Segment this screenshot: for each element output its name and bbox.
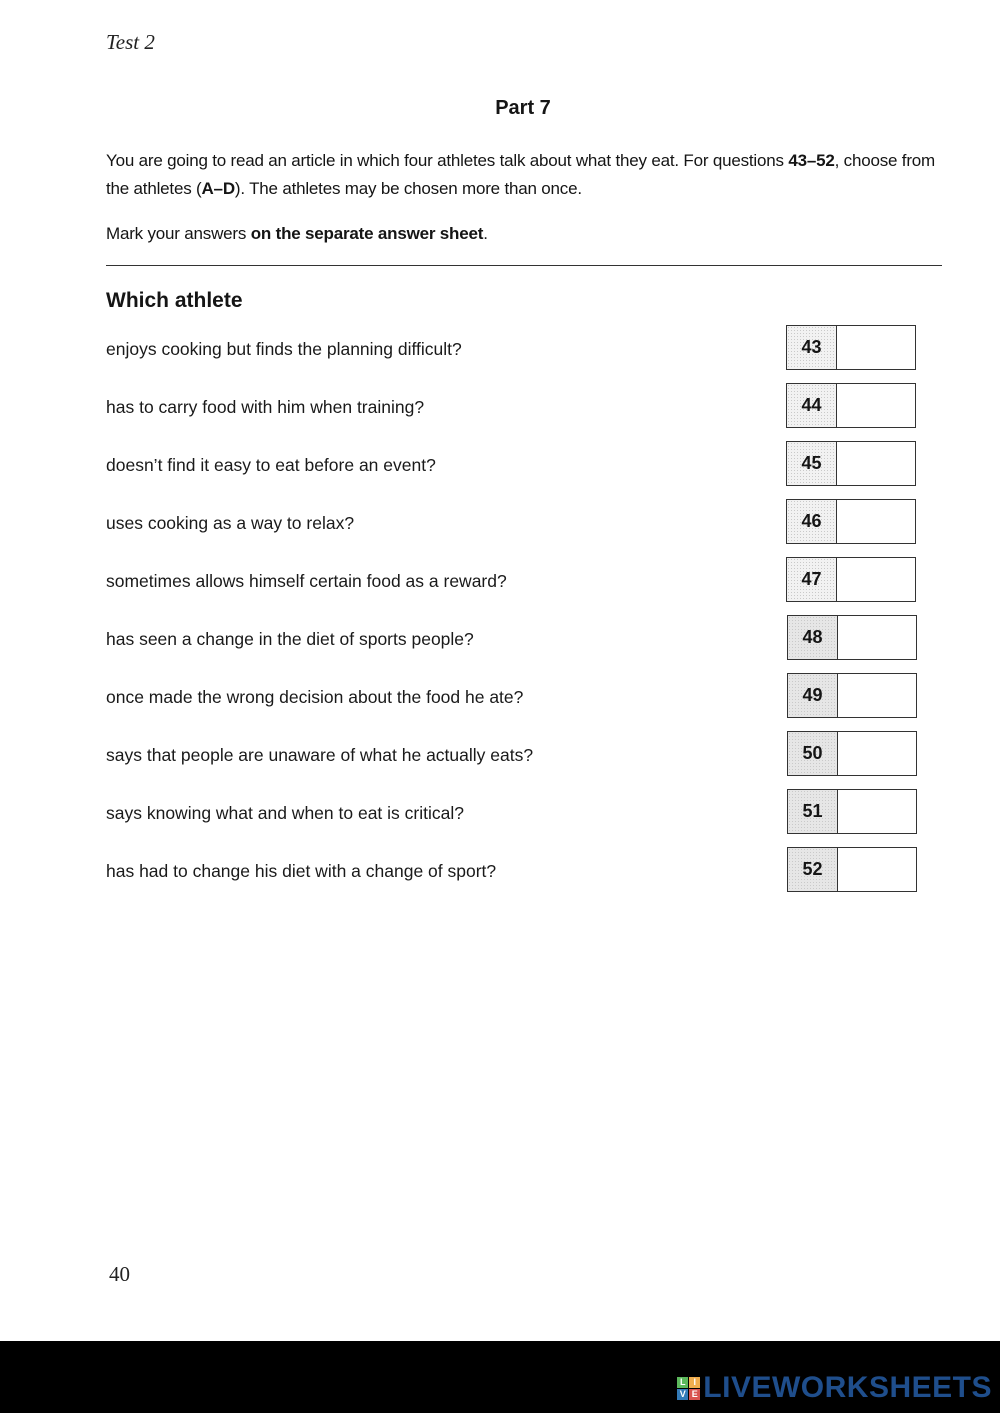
answer-field[interactable] bbox=[838, 790, 916, 833]
answer-field[interactable] bbox=[837, 326, 915, 369]
question-text: has seen a change in the diet of sports people? bbox=[106, 629, 474, 649]
answer-box bbox=[787, 673, 917, 718]
intro-text: , choose from the athletes ( bbox=[106, 151, 935, 198]
question-row bbox=[0, 673, 1000, 720]
logo-tile: V bbox=[677, 1389, 688, 1400]
question-text: has had to change his diet with a change of sport? bbox=[106, 861, 497, 881]
question-text: has to carry food with him when training? bbox=[106, 397, 425, 417]
answer-box bbox=[786, 325, 916, 370]
question-row bbox=[0, 325, 1000, 372]
answer-field[interactable] bbox=[837, 500, 915, 543]
answer-box bbox=[787, 847, 917, 892]
footer-bar bbox=[0, 1341, 1000, 1413]
question-text: sometimes allows himself certain food as a reward? bbox=[106, 571, 507, 591]
answer-box bbox=[787, 789, 917, 834]
question-text: says knowing what and when to eat is critical? bbox=[106, 803, 464, 823]
answer-field[interactable] bbox=[838, 732, 916, 775]
question-number: 49 bbox=[788, 674, 838, 717]
question-row bbox=[0, 615, 1000, 662]
logo-tile: L bbox=[677, 1377, 688, 1388]
answer-box bbox=[786, 441, 916, 486]
question-text: says that people are unaware of what he actually eats? bbox=[106, 745, 534, 765]
answer-box bbox=[787, 731, 917, 776]
question-row bbox=[0, 789, 1000, 836]
logo-tile: I bbox=[689, 1377, 700, 1388]
question-number: 46 bbox=[787, 500, 837, 543]
question-row bbox=[0, 731, 1000, 778]
answer-field[interactable] bbox=[837, 558, 915, 601]
part-title: Part 7 bbox=[495, 97, 551, 119]
intro-text: You are going to read an article in which four athletes talk about what they eat. For questions bbox=[106, 151, 789, 170]
logo-tile: E bbox=[689, 1389, 700, 1400]
instruction-emphasis: on the separate answer sheet bbox=[250, 224, 484, 243]
instruction-end: . bbox=[483, 224, 488, 243]
question-text: doesn’t find it easy to eat before an event? bbox=[106, 455, 436, 475]
question-row bbox=[0, 383, 1000, 430]
question-range: 43–52 bbox=[788, 151, 835, 170]
question-text: once made the wrong decision about the food he ate? bbox=[106, 687, 524, 707]
section-heading: Which athlete bbox=[106, 289, 243, 312]
question-number: 52 bbox=[788, 848, 838, 891]
answer-field[interactable] bbox=[838, 674, 916, 717]
liveworksheets-logo-icon bbox=[677, 1377, 700, 1400]
question-text: enjoys cooking but finds the planning difficult? bbox=[106, 339, 462, 359]
question-number: 44 bbox=[787, 384, 837, 427]
answer-field[interactable] bbox=[838, 848, 916, 891]
question-row bbox=[0, 499, 1000, 546]
running-head: Test 2 bbox=[106, 30, 155, 54]
instruction-text: Mark your answers bbox=[106, 224, 251, 243]
intro-paragraph bbox=[106, 147, 946, 203]
answer-box bbox=[786, 383, 916, 428]
question-number: 43 bbox=[787, 326, 837, 369]
answer-field[interactable] bbox=[837, 384, 915, 427]
answer-box bbox=[786, 557, 916, 602]
answer-field[interactable] bbox=[837, 442, 915, 485]
question-row bbox=[0, 557, 1000, 604]
question-text: uses cooking as a way to relax? bbox=[106, 513, 355, 533]
question-number: 47 bbox=[787, 558, 837, 601]
question-number: 48 bbox=[788, 616, 838, 659]
option-range: A–D bbox=[201, 179, 235, 198]
page-number: 40 bbox=[109, 1262, 130, 1286]
brand bbox=[677, 1373, 992, 1403]
question-number: 45 bbox=[787, 442, 837, 485]
question-number: 51 bbox=[788, 790, 838, 833]
brand-name: LIVEWORKSHEETS bbox=[703, 1371, 992, 1404]
intro-text: ). The athletes may be chosen more than once. bbox=[234, 179, 582, 198]
divider bbox=[106, 265, 942, 266]
question-number: 50 bbox=[788, 732, 838, 775]
answer-box bbox=[786, 499, 916, 544]
answer-field[interactable] bbox=[838, 616, 916, 659]
question-row bbox=[0, 441, 1000, 488]
instruction bbox=[106, 224, 488, 244]
question-row bbox=[0, 847, 1000, 894]
answer-box bbox=[787, 615, 917, 660]
